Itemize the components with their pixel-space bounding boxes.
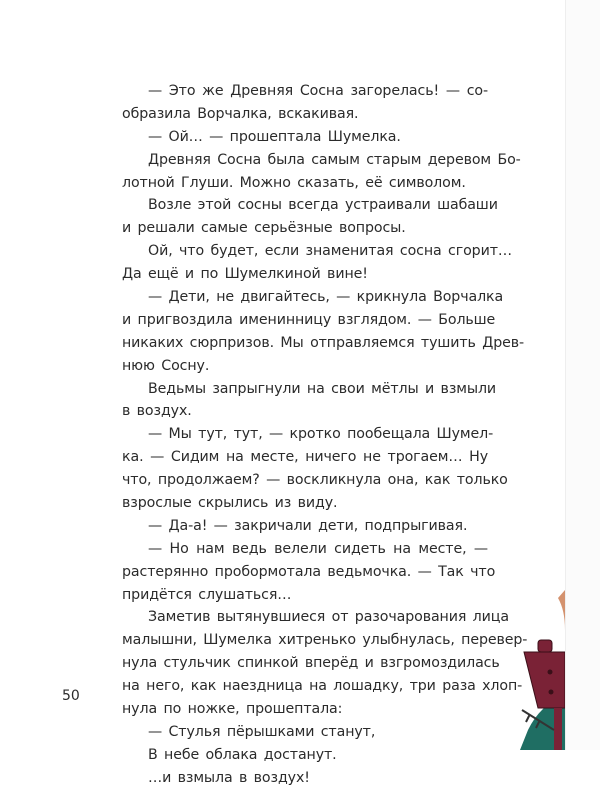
text-line: Возле этой сосны всегда устраивали шабаши <box>148 197 498 214</box>
text-line: Да ещё и по Шумелкиной вине! <box>122 266 368 283</box>
text-line: Древняя Сосна была самым старым деревом Бо- <box>148 151 521 168</box>
text-line: нула стульчик спинкой вперёд и взгромоздилась <box>122 655 500 672</box>
text-line: ка. — Сидим на месте, ничего не трогаем… Ну <box>122 449 488 466</box>
text-line: лотной Глуши. Можно сказать, её символом. <box>122 174 466 191</box>
text-line: нюю Сосну. <box>122 357 210 374</box>
text-line: — Да-а! — закричали дети, подпрыгивая. <box>148 517 468 534</box>
text-line: образила Ворчалка, вскакивая. <box>122 105 359 122</box>
text-line: взрослые скрылись из виду. <box>122 495 338 512</box>
text-line: — Мы тут, тут, — кротко пообещала Шумел- <box>148 426 494 443</box>
text-line: Заметив вытянувшиеся от разочарования лица <box>148 609 509 626</box>
text-line: Ой, что будет, если знаменитая сосна сгорит… <box>148 243 512 260</box>
text-line: никаких сюрпризов. Мы отправляемся тушить Древ- <box>122 334 525 351</box>
text-line: — Ой… — прошептала Шумелка. <box>148 128 401 145</box>
text-line: …и взмыла в воздух! <box>148 769 310 786</box>
text-line: и решали самые серьёзные вопросы. <box>122 220 406 237</box>
page-number: 50 <box>62 688 80 704</box>
chair-leg <box>554 708 562 750</box>
text-line: — Дети, не двигайтесь, — крикнула Ворчалка <box>148 289 504 306</box>
text-line: В небе облака достанут. <box>148 746 337 763</box>
text-line: на него, как наездница на лошадку, три раза хлоп- <box>122 678 523 695</box>
text-line: — Это же Древняя Сосна загорелась! — со- <box>148 83 488 99</box>
chair-illustration <box>520 590 565 750</box>
text-line: что, продолжаем? — воскликнула она, как только <box>122 472 508 489</box>
text-line: малышни, Шумелка хитренько улыбнулась, перевер- <box>122 632 528 649</box>
chair-top <box>538 640 552 652</box>
text-line: — Но нам ведь велели сидеть на месте, — <box>148 540 488 557</box>
text-line: — Стулья пёрышками станут, <box>148 723 376 740</box>
chair-back <box>524 652 565 708</box>
text-line: нула по ножке, прошептала: <box>122 701 343 718</box>
text-line: растерянно пробормотала ведьмочка. — Так что <box>122 563 496 580</box>
hair <box>558 590 565 630</box>
text-line: придётся слушаться… <box>122 586 292 603</box>
text-line: Ведьмы запрыгнули на свои мётлы и взмыли <box>148 380 497 397</box>
body-text <box>122 80 528 790</box>
page-edge <box>565 0 600 750</box>
text-line: в воздух. <box>122 403 192 420</box>
text-line: и пригвоздила именинницу взглядом. — Больше <box>122 311 496 328</box>
